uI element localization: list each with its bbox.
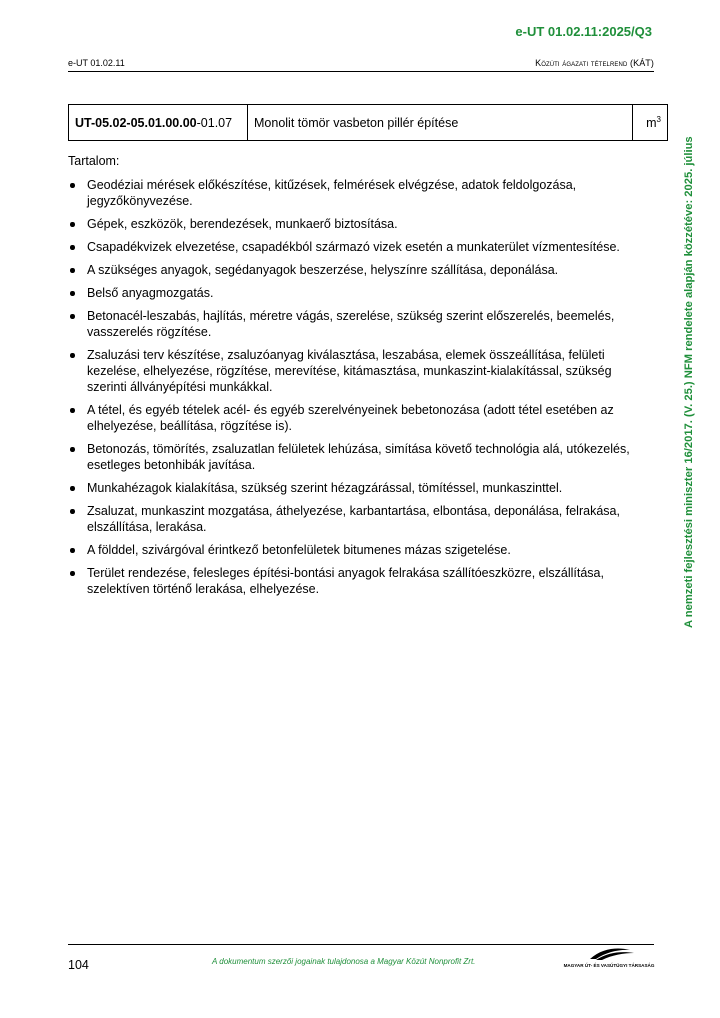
unit-exponent: 3 — [656, 114, 661, 124]
list-item: Betonozás, tömörítés, zsaluzatlan felületek lehúzása, simítása követő technológia alá, utókezelés, esetleges betonhibák javítása. — [68, 441, 648, 473]
item-code-rest: -01.07 — [196, 115, 233, 130]
list-item: Zsaluzat, munkaszint mozgatása, áthelyezése, karbantartása, elbontása, deponálása, felrakása, elszállítása, lerakása. — [68, 503, 648, 535]
unit-base: m — [646, 116, 657, 131]
list-item: Geodéziai mérések előkészítése, kitűzések, felmérések elvégzése, adatok feldolgozása, jegyzőkönyvezése. — [68, 177, 648, 209]
organization-logo — [562, 946, 656, 968]
item-code-bold: UT-05.02-05.01.00.00 — [75, 115, 197, 130]
copyright-note: A dokumentum szerzői jogainak tulajdonosa a Magyar Közút Nonprofit Zrt. — [212, 957, 476, 966]
side-publication-note: A nemzeti fejlesztési miniszter 16/2017. (V. 25.) NFM rendelete alapján közzétéve: 2025. július — [683, 136, 695, 628]
list-item: Csapadékvizek elvezetése, csapadékból származó vizek esetén a munkaterület vízmentesítése. — [68, 239, 648, 255]
list-item: Gépek, eszközök, berendezések, munkaerő biztosítása. — [68, 216, 648, 232]
logo-text: MAGYAR ÚT- ÉS VASÚTÜGYI TÁRSASÁG — [563, 963, 655, 968]
page-number: 104 — [68, 958, 89, 972]
content-list — [68, 177, 648, 604]
item-code — [69, 105, 248, 141]
list-item: Betonacél-leszabás, hajlítás, méretre vágás, szerelése, szükség szerint előszerelés, beemelés, vasszerelés rögzítése. — [68, 308, 648, 340]
list-item: Zsaluzási terv készítése, zsaluzóanyag kiválasztása, leszabása, elemek összeállítása, felületi kezelése, elhelyezése, rögzítése, merevítése, kitámasztása, munkaszint-kialakítással, szükség szerinti állványépítési munkákkal. — [68, 347, 648, 395]
content-label: Tartalom: — [68, 154, 120, 168]
page-header — [68, 58, 654, 72]
footer-divider — [68, 944, 654, 945]
item-table — [68, 104, 668, 141]
logo-swoosh-icon — [562, 946, 656, 962]
list-item: A tétel, és egyéb tételek acél- és egyéb szerelvényeinek bebetonozása (adott tétel esetében az elhelyezése, beállítása, rögzítése is). — [68, 402, 648, 434]
header-left: e-UT 01.02.11 — [68, 58, 125, 68]
header-right: Közúti ágazati tételrend (KÁT) — [535, 58, 654, 68]
list-item: Munkahézagok kialakítása, szükség szerint hézagzárással, tömítéssel, munkaszinttel. — [68, 480, 648, 496]
document-code: e-UT 01.02.11:2025/Q3 — [515, 24, 652, 39]
list-item: A szükséges anyagok, segédanyagok beszerzése, helyszínre szállítása, deponálása. — [68, 262, 648, 278]
item-unit — [633, 105, 668, 141]
list-item: Belső anyagmozgatás. — [68, 285, 648, 301]
item-title: Monolit tömör vasbeton pillér építése — [248, 105, 633, 141]
list-item: Terület rendezése, felesleges építési-bontási anyagok felrakása szállítóeszközre, elszállítása, szelektíven történő lerakása, elhelyezése. — [68, 565, 648, 597]
item-row — [69, 105, 668, 141]
list-item: A földdel, szivárgóval érintkező betonfelületek bitumenes mázas szigetelése. — [68, 542, 648, 558]
